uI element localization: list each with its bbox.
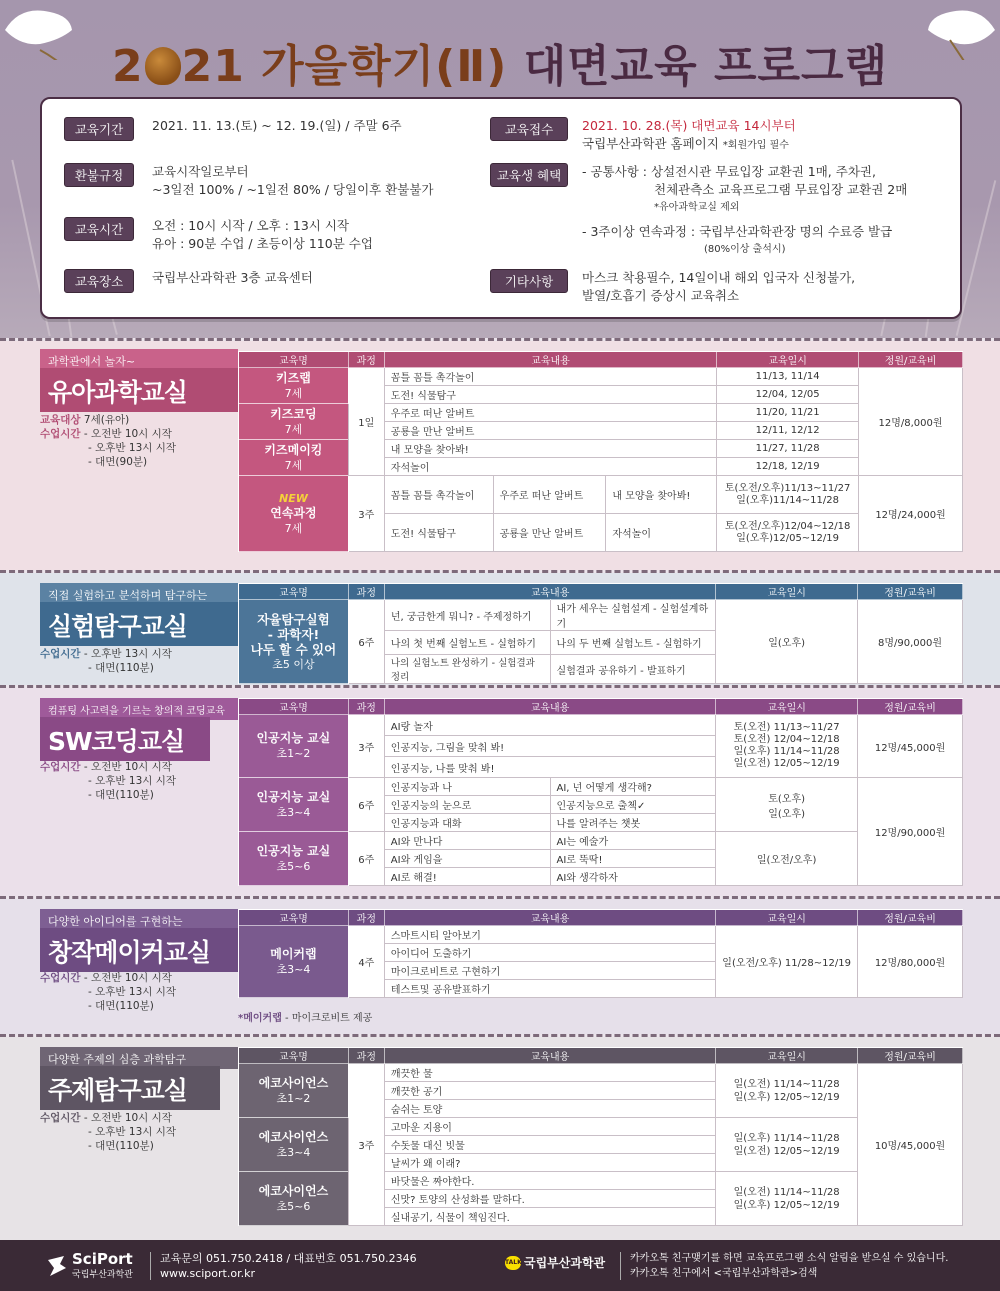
table-cell: 교육내용 xyxy=(384,1048,715,1064)
table-cell: 내 모양을 찾아봐! xyxy=(606,476,717,514)
info-period: 2021. 11. 13.(토) ~ 12. 19.(일) / 주말 6주 xyxy=(152,118,402,133)
table-cell: 내가 세우는 실험설계 - 실험설계하기 xyxy=(550,600,716,631)
table-cell: 숨쉬는 토양 xyxy=(384,1100,715,1118)
table-cell: 과정 xyxy=(348,910,384,926)
table-cell: 과정 xyxy=(348,699,384,715)
section-maker xyxy=(0,899,1000,1034)
section-info: 수업시간 - 오전반 10시 시작 - 오후반 13시 시작 - 대면(110분) xyxy=(40,1112,177,1152)
table-cell: 교육내용 xyxy=(384,584,715,600)
program-kidscoding: 키즈코딩 7세 xyxy=(239,404,349,440)
table-cell: 인공지능의 눈으로 xyxy=(384,796,550,814)
section-title: SW코딩교실 xyxy=(40,717,210,761)
table-cell: 일(오후) xyxy=(716,600,858,684)
table-cell: 12명/24,000원 xyxy=(859,476,963,552)
section-title: 창작메이커교실 xyxy=(40,928,238,972)
table-cell: 12/18, 12/19 xyxy=(717,458,859,476)
section-info: 수업시간 - 오전반 10시 시작 - 오후반 13시 시작 - 대면(110분) xyxy=(40,761,177,801)
table-cell: 과정 xyxy=(348,584,384,600)
table-cell: 인공지능, 나를 맞춰 봐! xyxy=(384,757,715,778)
table-cell: AI로 뚝딱! xyxy=(550,850,716,868)
info-time: 오전 : 10시 시작 / 오후 : 13시 시작 유아 : 90분 수업 / 초등이상 110분 수업 xyxy=(152,218,373,251)
table-cell: 3주 xyxy=(348,1064,384,1226)
program-eco-56: 에코사이언스 초5~6 xyxy=(239,1172,349,1226)
table-cell: AI와 게임을 xyxy=(384,850,550,868)
table-cell: 정원/교육비 xyxy=(858,910,963,926)
table-cell: 11/13, 11/14 xyxy=(717,368,859,386)
table-cell: 우주로 떠난 알버트 xyxy=(493,476,606,514)
table-cell: 신맛? 토양의 산성화를 말하다. xyxy=(384,1190,715,1208)
section-subtitle: 과학관에서 놀자~ xyxy=(40,349,238,371)
table-cell: 도전! 식물탐구 xyxy=(384,514,493,552)
table-cell: 6주 xyxy=(348,778,384,832)
table-cell: 공룡을 만난 알버트 xyxy=(384,422,716,440)
table-cell: 12명/80,000원 xyxy=(858,926,963,998)
program-free-experiment: 자율탐구실험 - 과학자! 나두 할 수 있어 초5 이상 xyxy=(239,600,349,684)
table-cell: 12/04, 12/05 xyxy=(717,386,859,404)
contact-info: 교육문의 051.750.2418 / 대표번호 051.750.2346 xyxy=(160,1252,417,1265)
table-cell: 교육일시 xyxy=(716,910,858,926)
info-etc: 마스크 착용필수, 14일이내 해외 입국자 신청불가, 발열/호흡기 증상시 교육취소 xyxy=(582,270,856,303)
website-link[interactable]: www.sciport.or.kr xyxy=(160,1267,255,1280)
table-cell: 일(오전) 11/14~11/28 일(오후) 12/05~12/19 xyxy=(716,1064,858,1118)
program-eco-34: 에코사이언스 초3~4 xyxy=(239,1118,349,1172)
chestnut-icon xyxy=(145,47,181,85)
program-ai-34: 인공지능 교실 초3~4 xyxy=(239,778,349,832)
table-cell: 11/27, 11/28 xyxy=(717,440,859,458)
table-cell: 마이크로비트로 구현하기 xyxy=(384,962,715,980)
table-cell: 10명/45,000원 xyxy=(858,1064,963,1226)
table-cell: 수돗물 대신 빗물 xyxy=(384,1136,715,1154)
table-cell: 일(오전/오후) xyxy=(716,832,858,886)
table-cell: 아이디어 도출하기 xyxy=(384,944,715,962)
table-cell: 나의 첫 번째 실험노트 - 실험하기 xyxy=(384,631,550,655)
table-cell: 12명/8,000원 xyxy=(859,368,963,476)
section-info: 수업시간 - 오후반 13시 시작 - 대면(110분) xyxy=(40,648,172,674)
table-cell: 일(오후) 11/14~11/28 일(오전) 12/05~12/19 xyxy=(716,1118,858,1172)
table-cell: 교육명 xyxy=(239,910,349,926)
table-cell: 테스트및 공유발표하기 xyxy=(384,980,715,998)
section-experiment xyxy=(0,573,1000,685)
table-cell: 1일 xyxy=(348,368,384,476)
section-title: 실험탐구교실 xyxy=(40,602,238,646)
kakaotalk-icon: TALK xyxy=(505,1256,521,1270)
table-cell: 교육명 xyxy=(239,1048,349,1064)
kakao-channel-name: 국립부산과학관 xyxy=(524,1256,606,1270)
table-cell: 자석놀이 xyxy=(606,514,717,552)
info-tag-place: 교육장소 xyxy=(64,269,134,293)
table-cell: 교육내용 xyxy=(384,352,716,368)
program-continuous: NEW 연속과정 7세 xyxy=(239,476,349,552)
table-cell: 날씨가 왜 이래? xyxy=(384,1154,715,1172)
table-cell: 인공지능, 그림을 맞춰 봐! xyxy=(384,736,715,757)
info-box xyxy=(40,97,962,319)
schedule-table-theme xyxy=(238,1047,963,1226)
table-cell: 정원/교육비 xyxy=(858,699,963,715)
info-benefit: - 공통사항 : 상설전시관 무료입장 교환권 1매, 주차권, 천체관측소 교육프로그램 무료입장 교환권 2매 *유아과학교실 제외 - 3주이상 연속과정 : 국립부산과학관장 명의 수료증 발급 (80%이상 출석시) xyxy=(582,164,908,255)
table-cell: 8명/90,000원 xyxy=(858,600,963,684)
section-info: 교육대상 7세(유아) 수업시간 - 오전반 10시 시작 - 오후반 13시 시작 - 대면(90분) xyxy=(40,414,177,468)
table-cell: 내 모양을 찾아봐! xyxy=(384,440,716,458)
table-cell: 교육일시 xyxy=(716,699,858,715)
section-coding xyxy=(0,688,1000,896)
table-cell: 교육내용 xyxy=(384,699,715,715)
table-cell: 교육내용 xyxy=(384,910,715,926)
table-cell: AI는 예술가 xyxy=(550,832,716,850)
section-info: 수업시간 - 오전반 10시 시작 - 오후반 13시 시작 - 대면(110분) xyxy=(40,972,177,1012)
info-tag-benefit: 교육생 혜택 xyxy=(490,163,568,187)
table-cell: 바닷물은 짜야한다. xyxy=(384,1172,715,1190)
table-cell: 꼼틀 꼼틀 촉각놀이 xyxy=(384,368,716,386)
table-cell: 토(오전/오후)11/13~11/27 일(오후)11/14~11/28 xyxy=(717,476,859,514)
sciport-logo-icon xyxy=(46,1254,68,1278)
program-eco-12: 에코사이언스 초1~2 xyxy=(239,1064,349,1118)
table-cell: 우주로 떠난 알버트 xyxy=(384,404,716,422)
table-cell: 교육일시 xyxy=(717,352,859,368)
footer xyxy=(0,1240,1000,1291)
table-cell: 깨끗한 공기 xyxy=(384,1082,715,1100)
table-cell: 교육명 xyxy=(239,699,349,715)
table-cell: 4주 xyxy=(348,926,384,998)
table-cell: 인공지능으로 출첵✓ xyxy=(550,796,716,814)
table-cell: AI와 만나다 xyxy=(384,832,550,850)
table-cell: 공룡을 만난 알버트 xyxy=(493,514,606,552)
info-tag-refund: 환불규정 xyxy=(64,163,134,187)
table-cell: 3주 xyxy=(348,476,384,552)
table-cell: 정원/교육비 xyxy=(858,584,963,600)
schedule-table-kids xyxy=(238,351,963,552)
program-kidslab: 키즈랩 7세 xyxy=(239,368,349,404)
table-cell: AI로 해결! xyxy=(384,868,550,886)
table-cell: 실험결과 공유하기 - 발표하기 xyxy=(550,655,716,684)
section-kids xyxy=(0,341,1000,570)
table-cell: 토(오전) 11/13~11/27 토(오전) 12/04~12/18 일(오후) 11/14~11/28 일(오전) 12/05~12/19 xyxy=(716,715,858,778)
section-subtitle: 컴퓨팅 사고력을 기르는 창의적 코딩교육 xyxy=(40,698,238,720)
maker-note: *메이커랩 - 마이크로비트 제공 xyxy=(238,1013,373,1024)
table-cell: 과정 xyxy=(348,1048,384,1064)
table-cell: 고마운 지용이 xyxy=(384,1118,715,1136)
table-cell: 스마트시티 알아보기 xyxy=(384,926,715,944)
table-cell: 일(오전) 11/14~11/28 일(오후) 12/05~12/19 xyxy=(716,1172,858,1226)
table-cell: 나를 알려주는 챗봇 xyxy=(550,814,716,832)
schedule-table-coding xyxy=(238,698,963,886)
section-title: 유아과학교실 xyxy=(40,368,238,412)
table-cell: 6주 xyxy=(348,832,384,886)
section-subtitle: 다양한 아이디어를 구현하는 xyxy=(40,909,238,931)
table-cell: 깨끗한 물 xyxy=(384,1064,715,1082)
table-cell: 넌, 궁금한게 뭐니? - 주제정하기 xyxy=(384,600,550,631)
section-title: 주제탐구교실 xyxy=(40,1066,220,1110)
logo-subtext: 국립부산과학관 xyxy=(72,1270,133,1280)
table-cell: 도전! 식물탐구 xyxy=(384,386,716,404)
info-reg: 2021. 10. 28.(목) 대면교육 14시부터 국립부산과학관 홈페이지 *회원가입 필수 xyxy=(582,118,796,151)
table-cell: AI랑 놀자 xyxy=(384,715,715,736)
table-cell: 12/11, 12/12 xyxy=(717,422,859,440)
program-makerlab: 메이커랩 초3~4 xyxy=(239,926,349,998)
table-cell: 교육명 xyxy=(239,584,349,600)
table-cell: 실내공기, 식물이 책임진다. xyxy=(384,1208,715,1226)
table-cell: 꼼틀 꼼틀 촉각놀이 xyxy=(384,476,493,514)
table-cell: 정원/교육비 xyxy=(859,352,963,368)
schedule-table-maker xyxy=(238,909,963,998)
table-cell: 나의 두 번째 실험노트 - 실험하기 xyxy=(550,631,716,655)
section-subtitle: 직접 실험하고 분석하며 탐구하는 xyxy=(40,583,238,605)
program-ai-12: 인공지능 교실 초1~2 xyxy=(239,715,349,778)
table-cell: 교육일시 xyxy=(716,584,858,600)
table-cell: 3주 xyxy=(348,715,384,778)
table-cell: 11/20, 11/21 xyxy=(717,404,859,422)
program-ai-56: 인공지능 교실 초5~6 xyxy=(239,832,349,886)
table-cell: 인공지능과 대화 xyxy=(384,814,550,832)
table-cell: AI, 넌 어떻게 생각해? xyxy=(550,778,716,796)
kakao-notice-2: 카카오톡 친구에서 <국립부산과학관>검색 xyxy=(630,1268,818,1279)
info-place: 국립부산과학관 3층 교육센터 xyxy=(152,270,313,285)
program-kidsmaking: 키즈메이킹 7세 xyxy=(239,440,349,476)
section-theme xyxy=(0,1037,1000,1240)
table-cell: 과정 xyxy=(348,352,384,368)
table-cell: 토(오후) 일(오후) xyxy=(716,778,858,832)
table-cell: 나의 실험노트 완성하기 - 실험결과정리 xyxy=(384,655,550,684)
info-tag-reg: 교육접수 xyxy=(490,117,568,141)
info-tag-etc: 기타사항 xyxy=(490,269,568,293)
page-title: 2 21 가을학기(Ⅱ) 대면교육 프로그램 xyxy=(111,41,889,92)
schedule-table-experiment xyxy=(238,583,963,684)
table-cell: 12명/90,000원 xyxy=(858,778,963,886)
table-cell: 12명/45,000원 xyxy=(858,715,963,778)
info-tag-period: 교육기간 xyxy=(64,117,134,141)
logo-text: SciPort xyxy=(72,1250,133,1268)
table-cell: 교육명 xyxy=(239,352,349,368)
info-refund: 교육시작일로부터 ~3일전 100% / ~1일전 80% / 당일이후 환불불가 xyxy=(152,164,434,197)
table-cell: 6주 xyxy=(348,600,384,684)
table-cell: AI와 생각하자 xyxy=(550,868,716,886)
kakao-notice-1: 카카오톡 친구맺기를 하면 교육프로그램 소식 알림을 받으실 수 있습니다. xyxy=(630,1253,949,1264)
info-tag-time: 교육시간 xyxy=(64,217,134,241)
table-cell: 인공지능과 나 xyxy=(384,778,550,796)
table-cell: 교육일시 xyxy=(716,1048,858,1064)
section-subtitle: 다양한 주제의 심층 과학탐구 xyxy=(40,1047,238,1069)
table-cell: 정원/교육비 xyxy=(858,1048,963,1064)
table-cell: 토(오전/오후)12/04~12/18 일(오후)12/05~12/19 xyxy=(717,514,859,552)
table-cell: 자석놀이 xyxy=(384,458,716,476)
table-cell: 일(오전/오후) 11/28~12/19 xyxy=(716,926,858,998)
